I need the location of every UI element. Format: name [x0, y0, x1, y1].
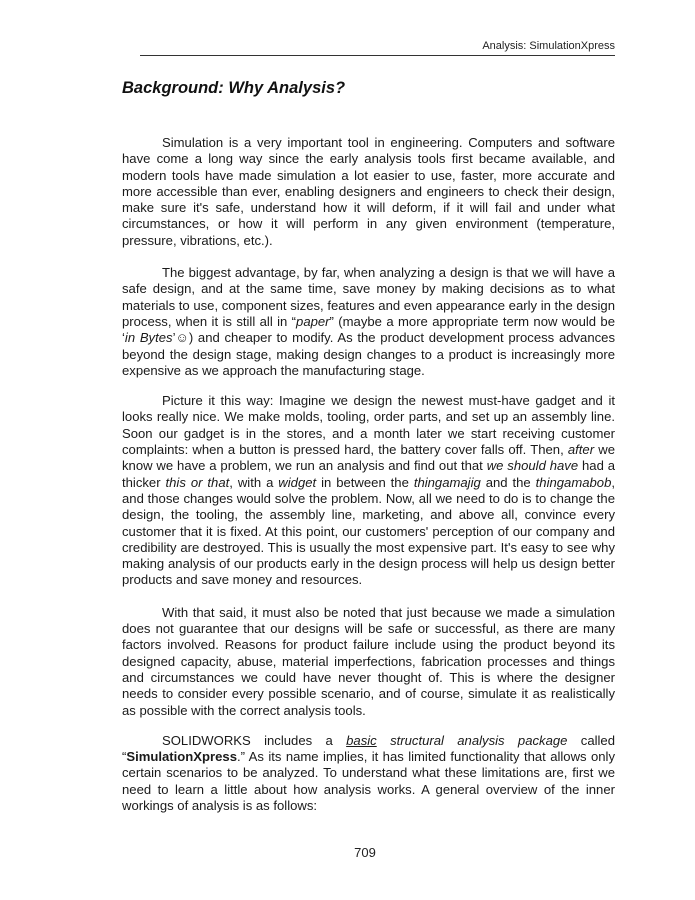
running-header: Analysis: SimulationXpress: [482, 40, 615, 52]
p5-underline-basic: basic: [346, 732, 377, 748]
paragraph-3: [122, 393, 615, 589]
p5-text-2: called “: [122, 732, 615, 765]
p5-italic-basic-structural: [346, 733, 567, 748]
body-text: [122, 135, 615, 830]
p2-text-3: ’☺) and cheaper to modify. As the product development process advances beyond the design stage, making design changes to a product is increasingly more expensive as we approach the manufacturing stage.: [122, 330, 615, 378]
p3-italic-thingamajig: thingamajig: [413, 474, 481, 490]
p5-bold-simulationxpress: SimulationXpress: [126, 749, 237, 765]
p2-text-2: ” (maybe a more appropriate term now would be ‘: [122, 313, 615, 346]
paragraph-4: With that said, it must also be noted that just because we made a simulation does not guarantee that our designs will be safe or successful, as there are many factors involved. Reasons for product failure include using the product beyond its designed capacity, abuse, material imperfections, fabrication processes and things and circumstances we could have never thought of. This is where the designer needs to consider every possible scenario, and of course, simulate it as realistically as possible with the correct analysis tools.: [122, 604, 615, 718]
p5-text-3: .” As its name implies, it has limited functionality that allows only certain scenarios to be analyzed. To understand what these limitations are, first we need to learn a little about how analysis works. A general overview of the inner workings of analysis is as follows:: [122, 749, 615, 813]
p3-italic-after: after: [567, 442, 595, 458]
section-heading: Background: Why Analysis?: [122, 79, 346, 97]
p3-text-4: , with a: [229, 474, 279, 490]
p3-text-5: in between the: [316, 474, 414, 490]
p3-text-2: we know we have a problem, we run an analysis and find out that: [122, 442, 615, 474]
p3-italic-should-have: we should have: [486, 458, 579, 474]
p3-text-1: Picture it this way: Imagine we design the newest must-have gadget and it looks really nice. We make molds, tooling, order parts, and set up an assembly line. Soon our gadget is in the stores, and a month later we start receiving customer complaints: when a button is pressed hard, the battery cover falls off. Then,: [122, 393, 615, 458]
p3-text-3: had a thicker: [122, 458, 615, 490]
p5-text-1: SOLIDWORKS includes a: [162, 732, 347, 748]
p3-italic-this-or-that: this or that: [165, 474, 230, 490]
paragraph-1: Simulation is a very important tool in engineering. Computers and software have come a long way since the early analysis tools first became available, and modern tools have made simulation a lot easier to use, faster, more accurate and more accessible than ever, enabling designers and engineers to check their design, make sure it's safe, understand how it will deform, if it will fail and under what circumstances, or how it will perform in any given environment (temperature, pressure, vibrations, etc.).: [122, 135, 615, 248]
p3-text-7: , and those changes would solve the problem. Now, all we need to do is to change the design, the tooling, the assembly line, marketing, and above all, convince every customer that it is fixed. At this point, our customers' perception of our company and credibility are destroyed. This is usually the most expensive part. It's easy to see why making analysis of our products early in the design process will help us design better products and save money and resources.: [122, 474, 616, 588]
p3-text-6: and the: [480, 474, 536, 490]
p3-italic-thingamabob: thingamabob: [535, 474, 612, 490]
paragraph-2: [122, 265, 615, 379]
page-number: 709: [354, 845, 376, 860]
p2-italic-paper: paper: [296, 313, 330, 329]
header-rule: [140, 55, 615, 56]
paragraph-5: [122, 733, 615, 814]
p5-italic-analysis-package: structural analysis package: [376, 732, 568, 748]
p3-italic-widget: widget: [278, 474, 317, 490]
p2-text-1: The biggest advantage, by far, when analyzing a design is that we will have a safe design, and at the same time, save money by making decisions as to what materials to use, component sizes, features and even appearance early in the design process, when it is still all in “: [122, 265, 615, 329]
p2-italic-in-bytes: in Bytes: [124, 330, 173, 346]
